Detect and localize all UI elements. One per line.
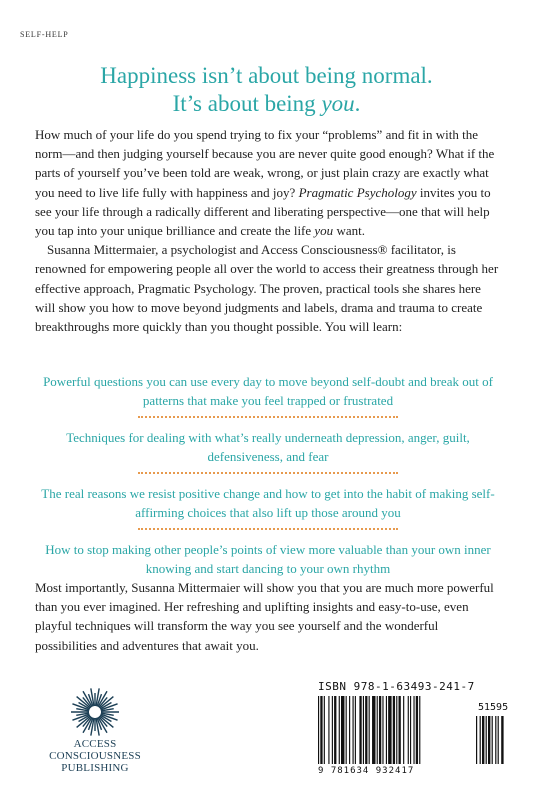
intro-book-title: Pragmatic Psychology (298, 184, 417, 200)
barcode-bar (372, 696, 375, 764)
headline-line-2-prefix: It’s about being (172, 91, 322, 116)
barcode-bar (349, 696, 350, 764)
barcode-bar (353, 696, 354, 764)
barcode-bar (332, 696, 333, 764)
barcode-bar (413, 696, 414, 764)
barcode-bar (396, 696, 397, 764)
isbn-number: ISBN 978-1-63493-241-7 (318, 680, 475, 693)
learning-point (35, 428, 501, 474)
learning-point-text: How to stop making other people’s points of view more valuable than your own inner knowing and start dancing to your own rhythm (45, 542, 491, 576)
barcode-bar (410, 696, 411, 764)
barcode-bar (377, 696, 378, 764)
learning-point (35, 372, 501, 418)
intro-p1-part-b: invites you to see your life through a radically different and liberating perspective—one that will help you tap into your unique brilliance and create the life (35, 184, 491, 239)
addon-bar (501, 716, 503, 764)
intro-text (35, 125, 501, 336)
publisher-logo (30, 680, 160, 774)
barcode-digits: 9 781634 932417 (318, 766, 415, 776)
addon-bar (498, 716, 499, 764)
publisher-name-line-1: ACCESS CONSCIOUSNESS (49, 738, 141, 762)
barcode-bar (393, 696, 395, 764)
price-code: 51595 (478, 702, 509, 713)
barcode-bar (355, 696, 356, 764)
barcode-bar (386, 696, 387, 764)
barcode-bars (318, 696, 518, 766)
addon-bar (486, 716, 487, 764)
closing-paragraph: Most importantly, Susanna Mittermaier will show you that you are much more powerful than you ever imagined. Her refreshing and uplifting insights and easy-to-use, even playful techniques will transform the way you see yourself and the wonderful possibilities and adventures that await you. (35, 580, 494, 653)
learning-point-text: The real reasons we resist positive change and how to get into the habit of making self-affirming choices that also lift up those around you (41, 486, 495, 520)
barcode-bar (399, 696, 401, 764)
dotted-divider (138, 472, 398, 474)
barcode-bar (346, 696, 347, 764)
barcode-bar (359, 696, 361, 764)
sunburst-logo-icon (60, 680, 130, 736)
isbn-barcode (318, 680, 518, 780)
headline-line-1: Happiness isn’t about being normal. (100, 63, 433, 88)
barcode-bar (318, 696, 319, 764)
intro-paragraph-2: Susanna Mittermaier, a psychologist and Access Consciousness® facilitator, is renowned for empowering people all over the world to access their greatness through her effective approach, Pragmatic Psychology. The proven, practical tools she shares here will show you how to move beyond judgments and labels, drama and trauma to create breakthroughs more quickly than you thought possible. You will learn: (35, 242, 499, 335)
learning-point-text: Powerful questions you can use every day to move beyond self-doubt and break out of patterns that make you feel trapped or frustrated (43, 374, 493, 408)
learning-point-text: Techniques for dealing with what’s really underneath depression, anger, guilt, defensiveness, and fear (66, 430, 470, 464)
barcode-bar (334, 696, 336, 764)
addon-bar (482, 716, 484, 764)
addon-bar (488, 716, 490, 764)
barcode-bar (419, 696, 420, 764)
barcode-bar (382, 696, 383, 764)
dotted-divider (138, 416, 398, 418)
headline-line-2-suffix: . (354, 91, 361, 116)
barcode-bar (408, 696, 409, 764)
headline (0, 62, 533, 118)
barcode-bar (328, 696, 329, 764)
headline-line-2 (0, 90, 533, 118)
barcode-bar (403, 696, 404, 764)
addon-bar (480, 716, 481, 764)
barcode-bar (363, 696, 364, 764)
category-label: SELF-HELP (20, 30, 69, 39)
barcode-bar (324, 696, 325, 764)
addon-bar (495, 716, 496, 764)
barcode-bar (379, 696, 381, 764)
intro-p1-part-a: How much of your life do you spend trying to fix your “problems” and fit in with the norm—and then judging yourself because you are never quite good enough? What if the parts of yourself you’ve been told are weak, wrong, or just plain crazy are exactly what you need to live life fully with happiness and joy? (35, 127, 495, 200)
barcode-bar (320, 696, 322, 764)
barcode-bar (341, 696, 344, 764)
learning-point (35, 540, 501, 578)
barcode-bar (369, 696, 370, 764)
publisher-name-line-2: PUBLISHING (61, 762, 129, 774)
dotted-divider (138, 528, 398, 530)
barcode-bar (388, 696, 391, 764)
addon-bar (492, 716, 493, 764)
headline-line-2-emphasis: you (321, 91, 355, 116)
learning-point (35, 484, 501, 530)
intro-p1-part-c: want. (333, 223, 365, 239)
barcode-bar (339, 696, 340, 764)
intro-p1-you: you (314, 223, 334, 239)
barcode-bar (365, 696, 367, 764)
addon-bar (476, 716, 477, 764)
barcode-bar (416, 696, 418, 764)
intro-paragraph-1 (35, 125, 501, 240)
learning-points (35, 372, 501, 578)
